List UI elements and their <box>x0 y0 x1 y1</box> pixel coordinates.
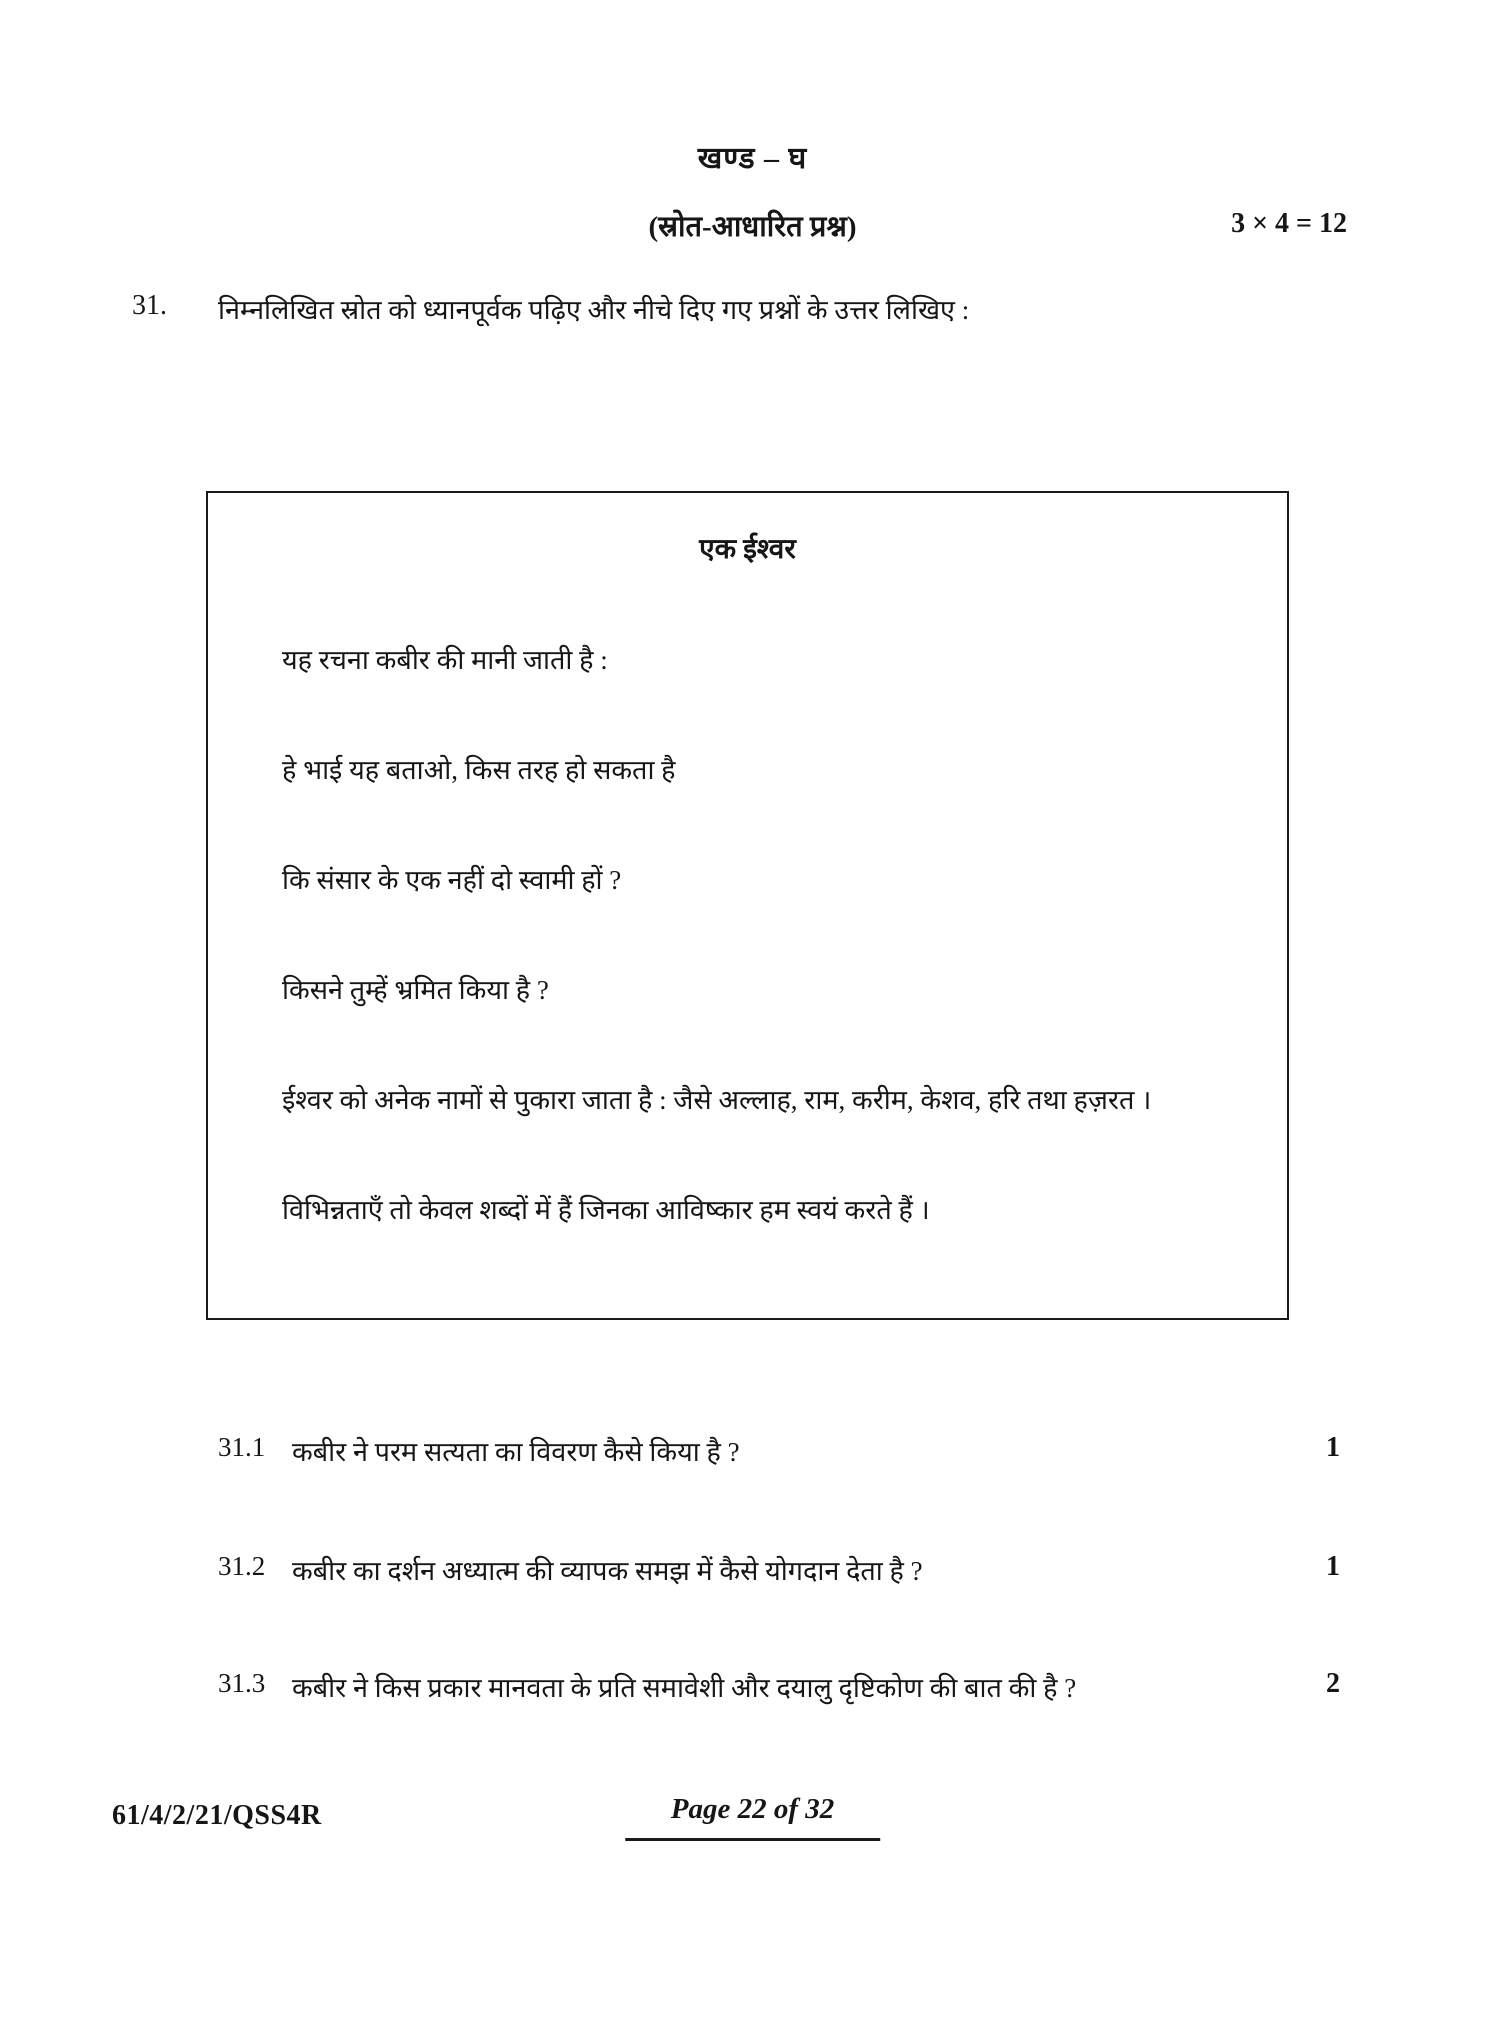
section-subtitle: (स्रोत-आधारित प्रश्न) <box>648 211 857 243</box>
source-line-4: किसने तुम्हें भ्रमित किया है ? <box>282 975 549 1005</box>
question-number: 31. <box>132 290 167 321</box>
marks-scheme: 3 × 4 = 12 <box>1231 208 1347 239</box>
sub-question-marks: 1 <box>1326 1432 1340 1463</box>
paper-code: 61/4/2/21/QSS4R <box>112 1800 322 1831</box>
section-title: खण्ड – घ <box>697 142 808 175</box>
subtitle-row <box>0 206 1505 250</box>
sub-question-number: 31.1 <box>218 1432 266 1462</box>
question-31 <box>132 290 1385 327</box>
source-line-3: कि संसार के एक नहीं दो स्वामी हों ? <box>282 865 622 895</box>
sub-question-number: 31.3 <box>218 1668 266 1698</box>
source-line-2: हे भाई यह बताओ, किस तरह हो सकता है <box>282 755 676 785</box>
sub-question-text: कबीर का दर्शन अध्यात्म की व्यापक समझ में कैसे योगदान देता है ? <box>292 1556 923 1586</box>
sub-question-text: कबीर ने परम सत्यता का विवरण कैसे किया है ? <box>292 1437 740 1467</box>
question-intro-text: निम्नलिखित स्रोत को ध्यानपूर्वक पढ़िए और नीचे दिए गए प्रश्नों के उत्तर लिखिए : <box>218 295 970 325</box>
source-line-1: यह रचना कबीर की मानी जाती है : <box>282 645 608 675</box>
sub-question-31-3 <box>218 1668 1340 1705</box>
sub-question-marks: 2 <box>1326 1668 1340 1699</box>
source-line-5: ईश्वर को अनेक नामों से पुकारा जाता है : जैसे अल्लाह, राम, करीम, केशव, हरि तथा हज़रत । <box>282 1085 1152 1115</box>
page-indicator: Page 22 of 32 <box>625 1793 881 1841</box>
sub-question-text: कबीर ने किस प्रकार मानवता के प्रति समावेशी और दयालु दृष्टिकोण की बात की है ? <box>292 1673 1077 1703</box>
source-line-6: विभिन्नताएँ तो केवल शब्दों में हैं जिनका आविष्कार हम स्वयं करते हैं । <box>282 1195 930 1225</box>
sub-question-31-1 <box>218 1432 1340 1469</box>
source-box <box>206 491 1289 1320</box>
sub-question-31-2 <box>218 1551 1340 1588</box>
source-box-title: एक ईश्वर <box>699 534 796 565</box>
sub-question-marks: 1 <box>1326 1551 1340 1582</box>
sub-question-number: 31.2 <box>218 1551 266 1581</box>
